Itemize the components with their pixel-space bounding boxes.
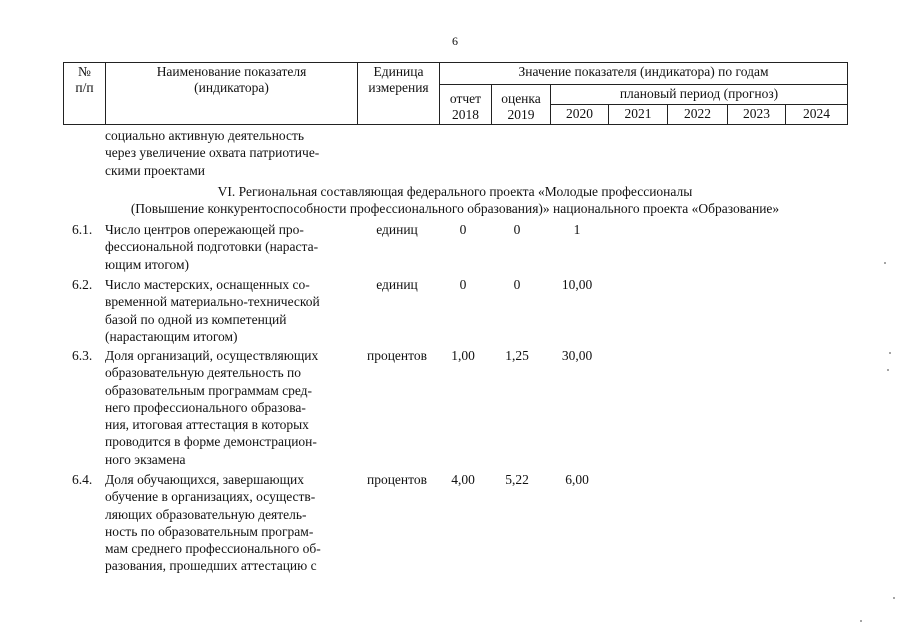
row-number: 6.1. xyxy=(72,222,93,237)
header-year-2022: 2022 xyxy=(668,105,728,125)
indicator-table-header xyxy=(63,62,848,125)
row-unit: процентов xyxy=(366,348,427,363)
header-year-2024: 2024 xyxy=(786,105,848,125)
row-value-2020: 10,00 xyxy=(561,277,593,292)
row-name-line: Доля обучающихся, завершающих xyxy=(105,472,304,487)
header-name xyxy=(106,63,358,125)
scan-speck xyxy=(889,352,891,354)
scan-speck xyxy=(884,262,886,264)
section-title-line1: VI. Региональная составляющая федерального проекта «Молодые профессионалы xyxy=(217,184,693,199)
header-estimate xyxy=(492,85,551,125)
continuation-line: скими проектами xyxy=(105,162,206,178)
row-name-line: (нарастающим итогом) xyxy=(105,328,238,344)
header-num xyxy=(64,63,106,125)
row-value-2019: 0 xyxy=(513,277,521,292)
continuation-line: социально активную деятельность xyxy=(105,128,305,143)
header-unit-line1: Единица xyxy=(373,64,424,79)
row-name-line: ния, итоговая аттестация в которых xyxy=(105,417,309,433)
page-number: 6 xyxy=(452,34,458,48)
row-name-line: ляющих образовательную деятель- xyxy=(105,506,307,522)
section-title xyxy=(63,183,847,218)
header-year-2023: 2023 xyxy=(728,105,786,125)
row-name-line: образовательную деятельность по xyxy=(105,365,301,381)
row-name-line: ющим итогом) xyxy=(105,256,190,272)
row-name-line: ность по образовательным програм- xyxy=(105,523,314,539)
row-name-line: Число мастерских, оснащенных со- xyxy=(105,277,310,292)
row-value-2018: 0 xyxy=(459,277,467,292)
row-value-2018: 1,00 xyxy=(451,348,475,363)
row-value-2020: 6,00 xyxy=(565,472,589,487)
header-num-line2: п/п xyxy=(75,80,94,95)
row-number: 6.4. xyxy=(72,472,93,487)
row-name-line: мам среднего профессионального об- xyxy=(105,541,321,557)
row-value-2018: 4,00 xyxy=(451,472,475,487)
continuation-text xyxy=(105,127,355,179)
row-value-2020: 30,00 xyxy=(561,348,593,363)
header-num-line1: № xyxy=(78,64,91,79)
header-report xyxy=(440,85,492,125)
header-unit-line2: измерения xyxy=(368,80,429,95)
row-indicator-name xyxy=(105,347,355,468)
row-number: 6.2. xyxy=(72,277,93,292)
scan-speck xyxy=(887,369,889,371)
header-values-title: Значение показателя (индикатора) по годам xyxy=(440,63,848,85)
row-value-2019: 0 xyxy=(513,222,521,237)
row-number: 6.3. xyxy=(72,348,93,363)
row-name-line: временной материально-технической xyxy=(105,294,320,310)
row-unit: единиц xyxy=(376,277,418,292)
header-year-2020: 2020 xyxy=(551,105,609,125)
row-unit: процентов xyxy=(366,472,427,487)
header-plan-title: плановый период (прогноз) xyxy=(551,85,848,105)
header-name-line1: Наименование показателя xyxy=(156,64,307,79)
row-name-line: фессиональной подготовки (нараста- xyxy=(105,239,319,255)
continuation-line: через увеличение охвата патриотиче- xyxy=(105,145,320,161)
header-estimate-label: оценка xyxy=(501,91,541,106)
row-value-2018: 0 xyxy=(459,222,467,237)
row-name-line: обучение в организациях, осуществ- xyxy=(105,489,316,505)
row-indicator-name xyxy=(105,221,355,273)
header-report-label: отчет xyxy=(449,91,482,106)
row-name-line: разования, прошедших аттестацию с xyxy=(105,558,317,574)
row-name-line: проводится в форме демонстрацион- xyxy=(105,434,317,450)
row-value-2019: 1,25 xyxy=(505,348,529,363)
scan-speck xyxy=(893,597,895,599)
row-name-line: него профессионального образова- xyxy=(105,399,306,415)
header-year-2021: 2021 xyxy=(609,105,668,125)
row-name-line: Доля организаций, осуществляющих xyxy=(105,348,319,363)
row-indicator-name xyxy=(105,276,355,345)
row-value-2020: 1 xyxy=(573,222,581,237)
row-indicator-name xyxy=(105,471,355,575)
row-name-line: ного экзамена xyxy=(105,451,186,467)
scan-speck xyxy=(860,620,862,622)
header-report-year: 2018 xyxy=(452,107,479,122)
row-name-line: образовательным программам сред- xyxy=(105,382,313,398)
row-unit: единиц xyxy=(376,222,418,237)
header-name-line2: (индикатора) xyxy=(194,80,269,95)
header-unit xyxy=(358,63,440,125)
row-name-line: Число центров опережающей про- xyxy=(105,222,304,237)
section-title-line2: (Повышение конкурентоспособности профессионального образования)» национального проекта «Образование» xyxy=(130,201,780,217)
row-value-2019: 5,22 xyxy=(505,472,529,487)
row-name-line: базой по одной из компетенций xyxy=(105,311,287,327)
header-estimate-year: 2019 xyxy=(507,107,535,122)
